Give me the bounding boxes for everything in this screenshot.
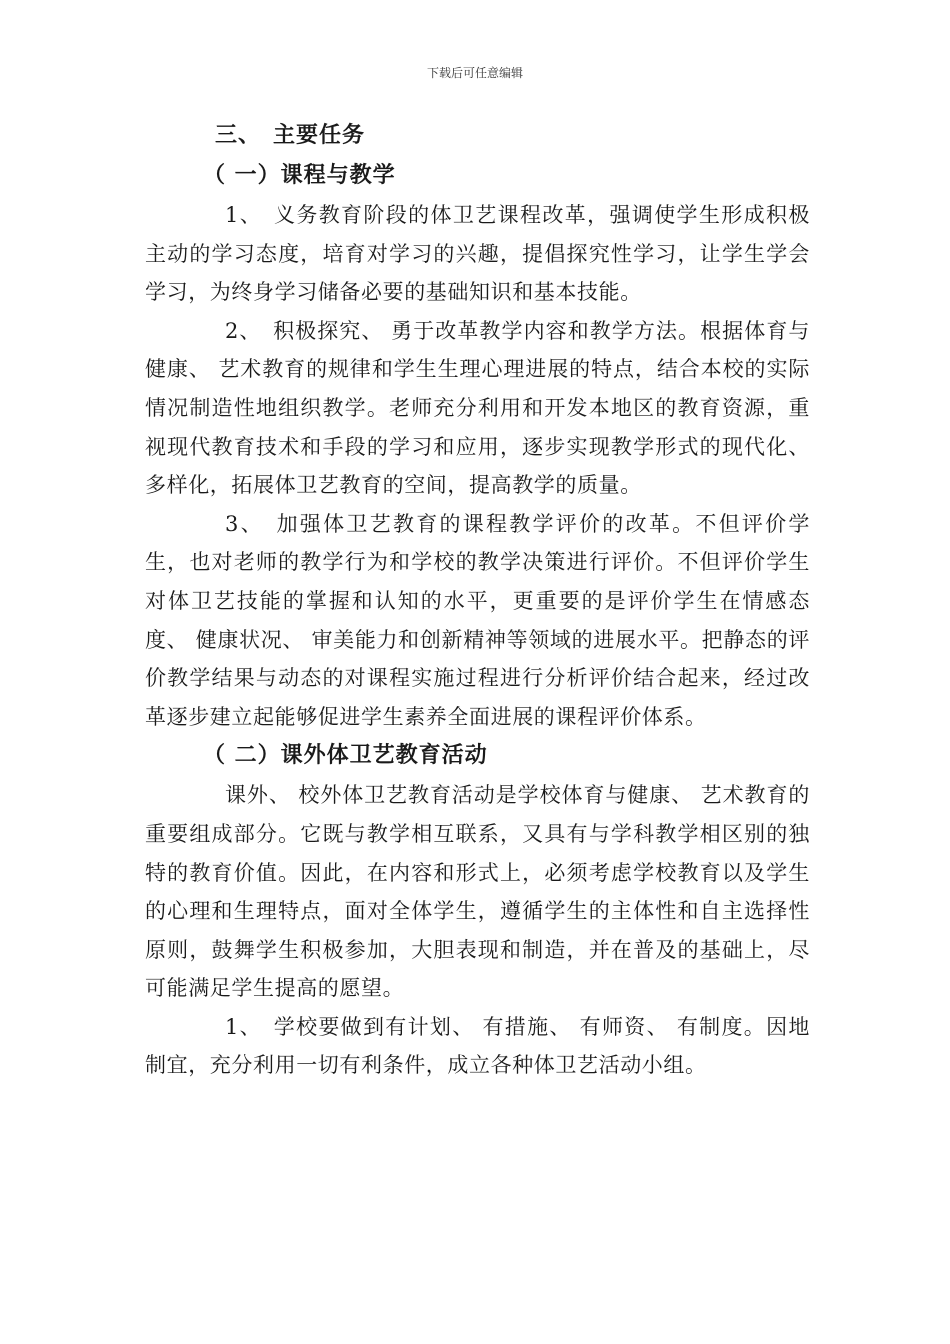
paragraph: 课外、 校外体卫艺教育活动是学校体育与健康、 艺术教育的重要组成部分。它既与教学相互联系，又具有与学科教学相区别的独特的教育价值。因此，在内容和形式上，必须考虑学校教育以及学生的心理和生理特点，面对全体学生，遵循学生的主体性和自主选择性原则，鼓舞学生积极参加，大胆表现和制造，并在普及的基础上，尽可能满足学生提高的愿望。 xyxy=(145,783,810,1001)
paragraph: 2、 积极探究、 勇于改革教学内容和教学方法。根据体育与健康、 艺术教育的规律和学生生理心理进展的特点，结合本校的实际情况制造性地组织教学。老师充分利用和开发本地区的教育资源，重视现代教育技术和手段的学习和应用，逐步实现教学形式的现代化、 多样化，拓展体卫艺教育的空间，提高教学的质量。 xyxy=(145,318,810,498)
document-body xyxy=(145,116,810,1085)
paragraph: 1、 学校要做到有计划、 有措施、 有师资、 有制度。因地制宜，充分利用一切有利条件，成立各种体卫艺活动小组。 xyxy=(145,1014,810,1078)
paragraph: 1、 义务教育阶段的体卫艺课程改革，强调使学生形成积极主动的学习态度，培育对学习的兴趣，提倡探究性学习，让学生学会学习，为终身学习储备必要的基础知识和基本技能。 xyxy=(145,203,810,305)
page-header-note: 下载后可任意编辑 xyxy=(426,66,523,80)
section-heading: 三、 主要任务 xyxy=(215,123,366,148)
subsection-heading-2: （ 二）课外体卫艺教育活动 xyxy=(203,743,488,769)
subsection-heading-1: （ 一）课程与教学 xyxy=(203,163,396,188)
paragraph: 3、 加强体卫艺教育的课程教学评价的改革。不但评价学生，也对老师的教学行为和学校的教学决策进行评价。不但评价学生对体卫艺技能的掌握和认知的水平，更重要的是评价学生在情感态度、 健康状况、 审美能力和创新精神等领域的进展水平。把静态的评价教学结果与动态的对课程实施过程进行分析评价结合起来，经过改革逐步建立起能够促进学生素养全面进展的课程评价体系。 xyxy=(145,511,810,729)
